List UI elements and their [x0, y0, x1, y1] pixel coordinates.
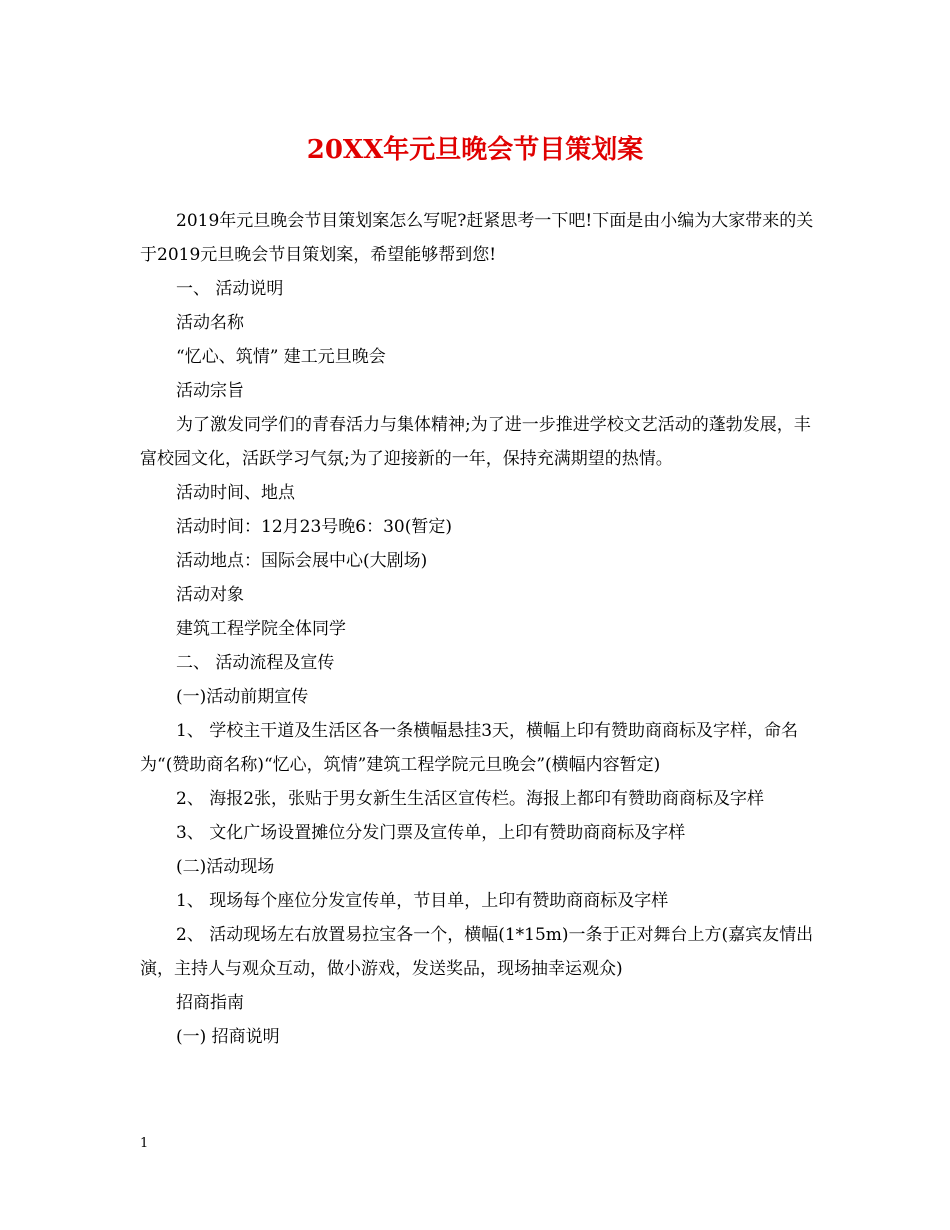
- list-item: 2、 海报2张，张贴于男女新生生活区宣传栏。海报上都印有赞助商商标及字样: [176, 789, 765, 809]
- activity-time: 活动时间：12月23号晚6：30(暂定): [176, 517, 452, 537]
- subsection-sponsorship-description: (一) 招商说明: [176, 1027, 280, 1047]
- intro-paragraph: 2019年元旦晚会节目策划案怎么写呢?赶紧思考一下吧!下面是由小编为大家带来的关于2019元旦晚会节目策划案，希望能够帮到您!: [140, 211, 814, 265]
- section-heading-activity-description: 一、 活动说明: [176, 279, 284, 299]
- label-activity-purpose: 活动宗旨: [176, 381, 244, 401]
- activity-purpose-paragraph: 为了激发同学们的青春活力与集体精神;为了进一步推进学校文艺活动的蓬勃发展，丰富校园文化，活跃学习气氛;为了迎接新的一年，保持充满期望的热情。: [140, 415, 811, 469]
- label-activity-name: 活动名称: [176, 313, 244, 333]
- label-activity-audience: 活动对象: [176, 585, 244, 605]
- section-heading-process-promotion: 二、 活动流程及宣传: [176, 653, 335, 673]
- list-item: 2、 活动现场左右放置易拉宝各一个，横幅(1*15m)一条于正对舞台上方(嘉宾友情出演，主持人与观众互动，做小游戏，发送奖品，现场抽幸运观众): [140, 925, 814, 979]
- label-sponsorship-guide: 招商指南: [176, 993, 244, 1013]
- subsection-pre-promotion: (一)活动前期宣传: [176, 687, 309, 707]
- activity-audience-value: 建筑工程学院全体同学: [176, 619, 346, 639]
- label-time-location: 活动时间、地点: [176, 483, 295, 503]
- activity-location: 活动地点：国际会展中心(大剧场): [176, 551, 428, 571]
- list-item: 3、 文化广场设置摊位分发门票及宣传单，上印有赞助商商标及字样: [176, 823, 686, 843]
- document-body: [140, 204, 815, 1054]
- list-item: 1、 学校主干道及生活区各一条横幅悬挂3天，横幅上印有赞助商商标及字样，命名为“(赞助商名称)“忆心，筑情”建筑工程学院元旦晚会”(横幅内容暂定): [140, 721, 799, 775]
- page-number: 1: [140, 1136, 149, 1151]
- activity-name-value: “忆心、筑情” 建工元旦晚会: [176, 347, 386, 367]
- subsection-on-site: (二)活动现场: [176, 857, 275, 877]
- list-item: 1、 现场每个座位分发宣传单，节目单，上印有赞助商商标及字样: [176, 891, 669, 911]
- document-title: 20XX年元旦晚会节目策划案: [306, 135, 644, 165]
